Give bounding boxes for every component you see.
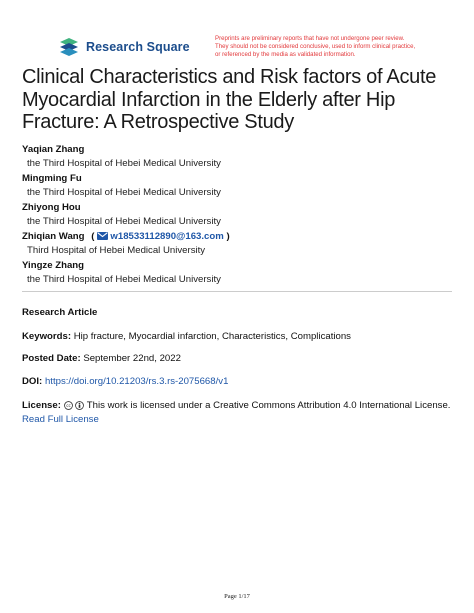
corresponding-author xyxy=(22,230,452,244)
license-label: License: xyxy=(22,400,61,411)
license-line xyxy=(22,399,452,412)
author-affiliation: Third Hospital of Hebei Medical University xyxy=(27,245,206,256)
by-icon xyxy=(75,401,84,410)
doi-line xyxy=(22,375,452,388)
posted-date-line xyxy=(22,352,452,365)
author-email-link[interactable]: w18533112890@163.com xyxy=(110,231,224,242)
svg-text:cc: cc xyxy=(65,403,71,409)
mail-icon xyxy=(97,232,108,240)
notice-line: or referenced by the media as validated information. xyxy=(215,51,356,58)
posted-date-label: Posted Date: xyxy=(22,353,81,364)
keywords-label: Keywords: xyxy=(22,331,72,342)
preprint-notice xyxy=(215,35,435,59)
author-affiliation: the Third Hospital of Hebei Medical University xyxy=(27,274,221,285)
author-name: Yingze Zhang xyxy=(22,260,85,271)
read-license-line xyxy=(22,413,452,426)
paren-close: ) xyxy=(226,231,230,242)
header xyxy=(0,30,474,64)
paren-open: ( xyxy=(91,231,95,242)
brand-name: Research Square xyxy=(86,40,190,54)
author-name: Yaqian Zhang xyxy=(22,144,85,155)
author-name: Zhiyong Hou xyxy=(22,202,81,213)
research-square-logo-icon xyxy=(58,36,80,58)
research-square-logo[interactable] xyxy=(58,36,190,58)
doi-label: DOI: xyxy=(22,376,43,387)
license-text: This work is licensed under a Creative Commons Attribution 4.0 International License. xyxy=(86,400,451,411)
read-full-license-link[interactable]: Read Full License xyxy=(22,414,99,425)
page-number: Page 1/17 xyxy=(224,593,250,600)
title-line: Clinical Characteristics and Risk factors of Acute xyxy=(22,66,437,88)
keywords-value: Hip fracture, Myocardial infarction, Characteristics, Complications xyxy=(73,331,351,342)
cc-icon xyxy=(64,401,73,410)
notice-line: They should not be considered conclusive, used to inform clinical practice, xyxy=(215,43,416,50)
title-line: Fracture: A Retrospective Study xyxy=(22,111,294,133)
author-list xyxy=(22,143,452,288)
keywords-line xyxy=(22,330,452,343)
author-name: Zhiqian Wang xyxy=(22,231,85,242)
title-line: Myocardial Infarction in the Elderly after Hip xyxy=(22,88,396,111)
posted-date-value: September 22nd, 2022 xyxy=(83,353,181,364)
article-type: Research Article xyxy=(22,307,98,318)
author-affiliation: the Third Hospital of Hebei Medical University xyxy=(27,216,221,227)
paper-title xyxy=(22,66,452,134)
section-divider xyxy=(22,291,452,292)
doi-link[interactable]: https://doi.org/10.21203/rs.3.rs-2075668/v1 xyxy=(44,376,229,387)
notice-line: Preprints are preliminary reports that have not undergone peer review. xyxy=(215,35,405,42)
author-name: Mingming Fu xyxy=(22,173,82,184)
author-affiliation: the Third Hospital of Hebei Medical University xyxy=(27,158,221,169)
author-affiliation: the Third Hospital of Hebei Medical University xyxy=(27,187,221,198)
